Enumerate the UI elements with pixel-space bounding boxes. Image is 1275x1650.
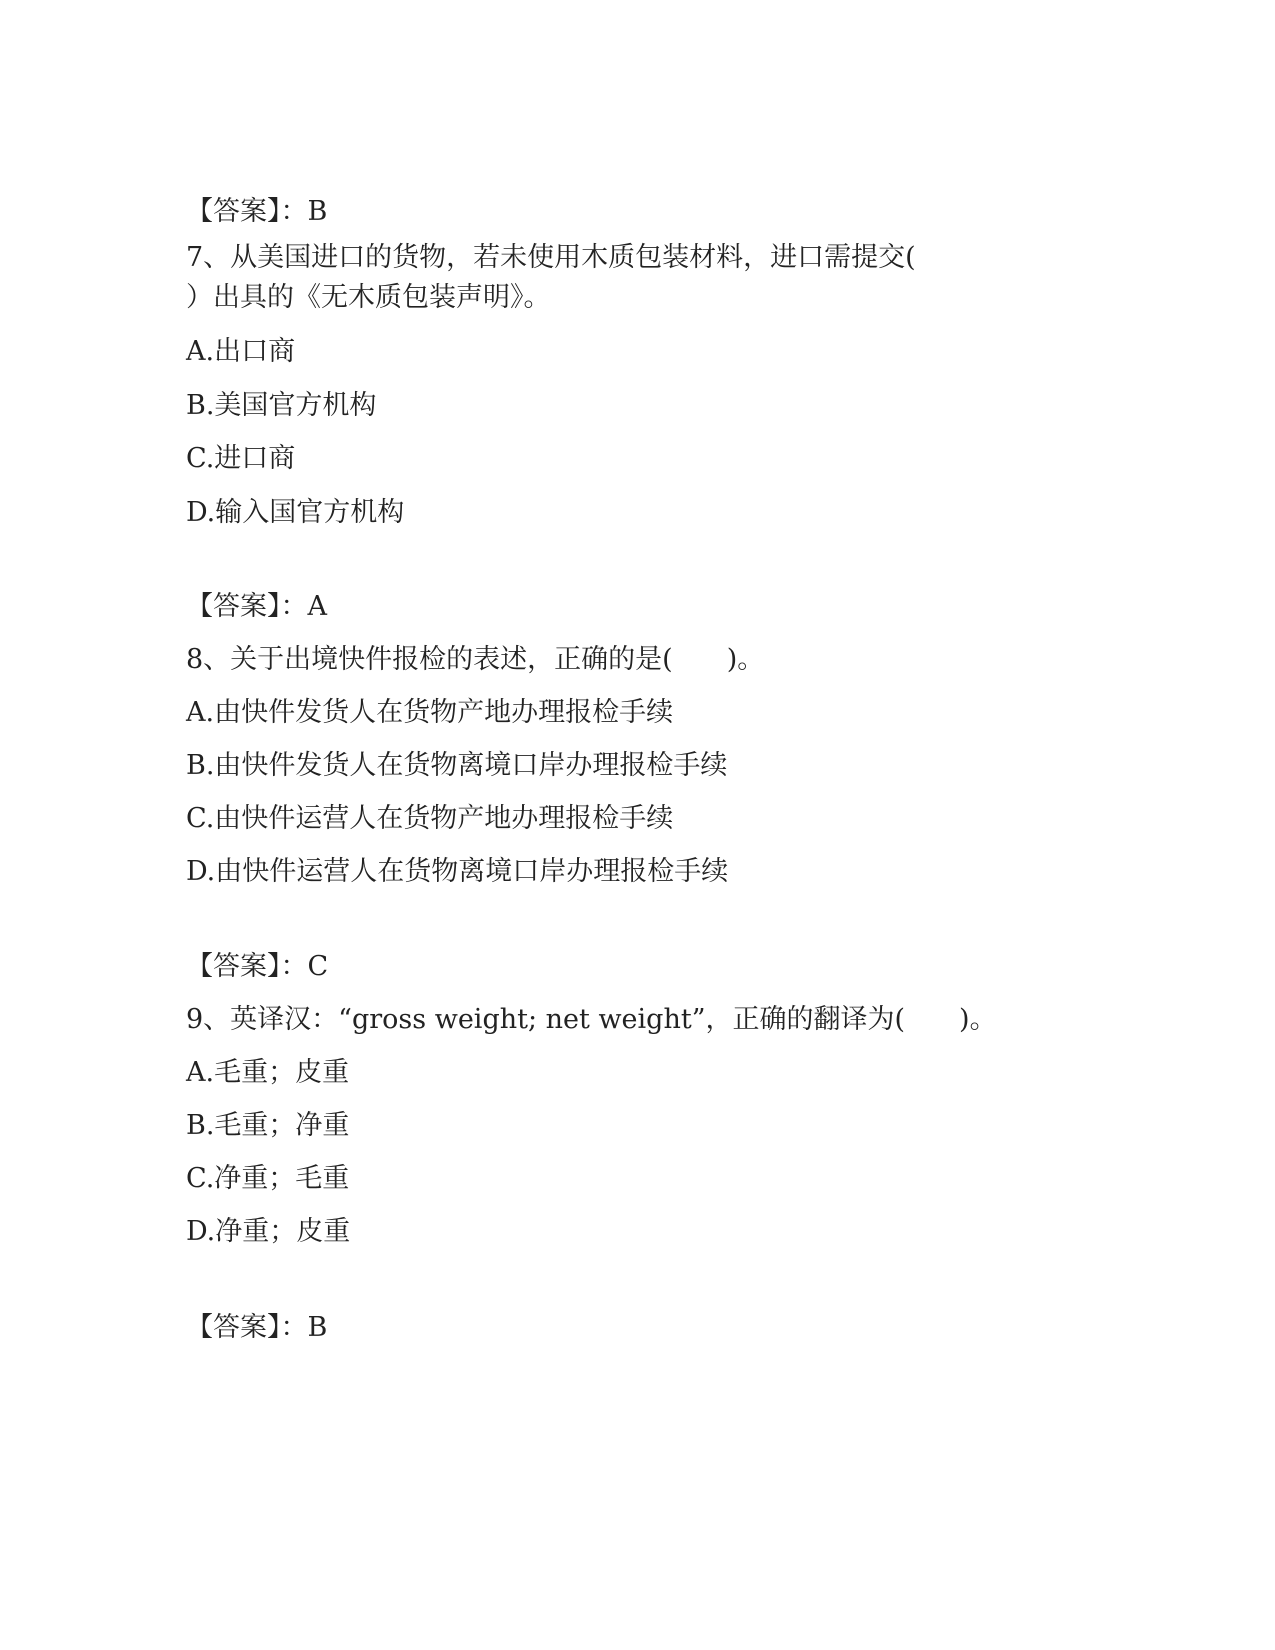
answer-7: 【答案】：A (186, 591, 327, 622)
answer-9: 【答案】：B (186, 1312, 328, 1343)
q9-option-d: D.净重；皮重 (186, 1216, 351, 1247)
question-7-line-2: ）出具的《无木质包装声明》。 (186, 282, 551, 313)
q8-option-d: D.由快件运营人在货物离境口岸办理报检手续 (186, 856, 729, 887)
q8-option-b: B.由快件发货人在货物离境口岸办理报检手续 (186, 750, 728, 781)
q7-option-b: B.美国官方机构 (186, 390, 377, 421)
answer-6: 【答案】：B (186, 196, 328, 227)
q9-option-b: B.毛重；净重 (186, 1110, 350, 1141)
q9-option-c: C.净重；毛重 (186, 1163, 350, 1194)
q7-option-d: D.输入国官方机构 (186, 497, 405, 528)
question-8: 8、关于出境快件报检的表述，正确的是( )。 (186, 644, 765, 675)
q7-option-a: A.出口商 (186, 336, 296, 367)
answer-8: 【答案】：C (186, 951, 329, 982)
q9-option-a: A.毛重；皮重 (186, 1057, 350, 1088)
question-9: 9、英译汉：“gross weight; net weight”，正确的翻译为( )。 (186, 1004, 997, 1035)
q8-option-a: A.由快件发货人在货物产地办理报检手续 (186, 697, 674, 728)
question-7-line-1: 7、从美国进口的货物，若未使用木质包装材料，进口需提交( (186, 242, 916, 273)
q8-option-c: C.由快件运营人在货物产地办理报检手续 (186, 803, 674, 834)
q7-option-c: C.进口商 (186, 443, 296, 474)
